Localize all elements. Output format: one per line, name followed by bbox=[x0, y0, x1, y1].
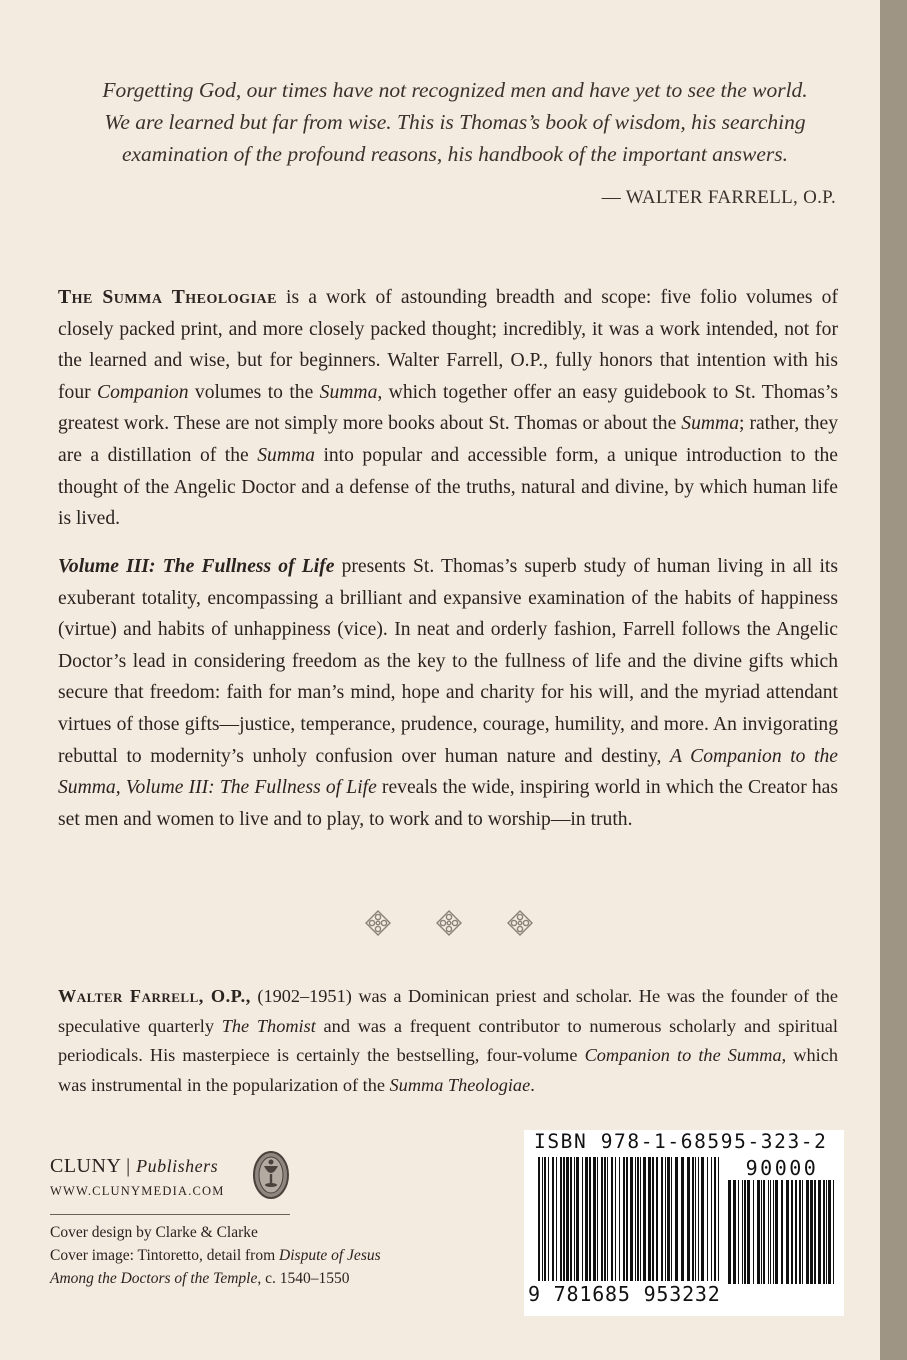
barcode-bar bbox=[810, 1180, 813, 1284]
cover-credits bbox=[50, 1221, 470, 1290]
isbn-number: ISBN 978-1-68595-323-2 bbox=[534, 1130, 828, 1153]
barcode-bar bbox=[635, 1157, 636, 1281]
barcode-bar bbox=[757, 1180, 760, 1284]
barcode-bar bbox=[542, 1157, 543, 1281]
italic-run: A Companion to the Summa, Volume III: The Fullness of Life bbox=[58, 745, 838, 799]
barcode-bar bbox=[742, 1180, 743, 1284]
barcode-bar bbox=[556, 1157, 557, 1281]
italic-run: Companion to the Summa bbox=[584, 1045, 782, 1065]
image-credit bbox=[50, 1244, 470, 1267]
italic-run: Among the Doctors of the Temple bbox=[50, 1270, 258, 1287]
barcode-bar bbox=[763, 1180, 765, 1284]
barcode-bar bbox=[773, 1180, 774, 1284]
barcode-bar bbox=[698, 1157, 699, 1281]
text-run: into popular and accessible form, a unique introduction to the thought of the Angelic Doctor and a defense of the truths, natural and divine, by which human life is lived. bbox=[58, 444, 839, 530]
italic-run: Dispute of Jesus bbox=[279, 1247, 381, 1264]
fleuron-icon bbox=[435, 909, 463, 937]
barcode-bar bbox=[828, 1180, 831, 1284]
description-paragraph-2 bbox=[58, 551, 838, 835]
barcode-bar bbox=[604, 1157, 606, 1281]
barcode-bar bbox=[648, 1157, 651, 1281]
barcode-bar bbox=[701, 1157, 704, 1281]
barcode-bar bbox=[585, 1157, 588, 1281]
barcode-bar bbox=[718, 1157, 719, 1281]
barcode-bar bbox=[675, 1157, 678, 1281]
publisher-label: Publishers bbox=[136, 1156, 219, 1176]
author-name: Walter Farrell, O.P., bbox=[58, 986, 251, 1006]
barcode-bar bbox=[593, 1157, 596, 1281]
barcode-bar bbox=[563, 1157, 565, 1281]
text-run: is a work of astounding breadth and scope: five folio volumes of closely packed print, and more closely packed thought; incredibly, it was a work intended, not for the learned and wise, but for beginners. Walter Farrell, O.P., fully honors that intention with his four bbox=[58, 287, 838, 403]
barcode-bar bbox=[576, 1157, 579, 1281]
text-run: volumes to the bbox=[188, 381, 320, 403]
barcode-bar bbox=[781, 1180, 783, 1284]
fleuron-icon bbox=[506, 909, 534, 937]
barcode-bar bbox=[799, 1180, 801, 1284]
barcode-bar bbox=[744, 1180, 746, 1284]
text-run: presents St. Thomas’s superb study of human living in all its exuberant totality, encompassing a brilliant and expansive examination of the habits of happiness (virtue) and habits of unhappiness (vice). In neat and orderly fashion, Farrell follows the Angelic Doctor’s lead in considering freedom as the key to the fullness of life and the divine gifts which secure that freedom: faith for man’s mind, hope and charity for his will, and the myriad attendant virtues of those gifts—justice, temperance, prudence, courage, humility, and more. An invigorating rebuttal to modernity’s unholy confusion over human nature and destiny, bbox=[58, 556, 838, 767]
epigraph-attribution: — WALTER FARRELL, O.P. bbox=[601, 187, 836, 208]
text-run: reveals the wide, inspiring world in which the Creator has set men and women to live and to play, to work and to worship—in truth. bbox=[58, 777, 838, 830]
barcode-bar bbox=[661, 1157, 663, 1281]
barcode-bar bbox=[802, 1180, 803, 1284]
barcode-bar bbox=[707, 1157, 708, 1281]
barcode-bar bbox=[738, 1180, 739, 1284]
barcode-bar bbox=[768, 1180, 769, 1284]
barcode-bar bbox=[695, 1157, 696, 1281]
addon-barcode bbox=[728, 1180, 836, 1284]
barcode-bar bbox=[711, 1157, 712, 1281]
barcode-bar bbox=[560, 1157, 562, 1281]
text-run: . bbox=[530, 1074, 535, 1095]
italic-run: Summa bbox=[257, 444, 315, 466]
epigraph-line-1: Forgetting God, our times have not recognized men and have yet to see the world. bbox=[102, 78, 808, 102]
fleuron-icon bbox=[364, 909, 392, 937]
barcode-bar bbox=[538, 1157, 540, 1281]
author-bio bbox=[58, 982, 838, 1100]
barcode-bar bbox=[566, 1157, 569, 1281]
barcode-bar bbox=[681, 1157, 684, 1281]
barcode-bar bbox=[747, 1180, 750, 1284]
italic-run: Companion bbox=[97, 381, 189, 403]
barcode-bar bbox=[611, 1157, 613, 1281]
image-credit-cont bbox=[50, 1267, 470, 1290]
barcode-bar bbox=[753, 1180, 754, 1284]
barcode-bar bbox=[806, 1180, 809, 1284]
epigraph-line-2: We are learned but far from wise. This is Thomas’s book of wisdom, his searching bbox=[104, 110, 806, 134]
text-run: Cover image: Tintoretto, detail from bbox=[50, 1247, 280, 1264]
barcode-bar bbox=[667, 1157, 670, 1281]
barcode-bar bbox=[544, 1157, 546, 1281]
barcode-bar bbox=[652, 1157, 654, 1281]
barcode-bar bbox=[786, 1180, 789, 1284]
barcode-bar bbox=[826, 1180, 827, 1284]
barcode-bar bbox=[626, 1157, 628, 1281]
barcode-bar bbox=[818, 1180, 821, 1284]
barcode-bar bbox=[714, 1157, 716, 1281]
design-credit: Cover design by Clarke & Clarke bbox=[50, 1224, 258, 1241]
barcode-bar bbox=[656, 1157, 658, 1281]
barcode-bar bbox=[630, 1157, 633, 1281]
barcode-bar bbox=[791, 1180, 793, 1284]
text-run: , which together offer an easy guidebook to St. Thomas’s greatest work. These are not simply more books about St. Thomas or about the bbox=[58, 381, 838, 435]
barcode-bar bbox=[795, 1180, 797, 1284]
barcode-bar bbox=[582, 1157, 583, 1281]
summa-lead: The Summa Theologiae bbox=[58, 287, 277, 308]
italic-run: The Thomist bbox=[221, 1015, 316, 1036]
barcode-bar bbox=[770, 1180, 771, 1284]
barcode-bar bbox=[589, 1157, 591, 1281]
text-run: , c. 1540–1550 bbox=[257, 1270, 350, 1287]
publisher-wordmark: CLUNY bbox=[50, 1155, 121, 1177]
barcode-bar bbox=[814, 1180, 816, 1284]
barcode-bar bbox=[728, 1180, 731, 1284]
barcode-bar bbox=[597, 1157, 598, 1281]
volume-title-lead: Volume III: The Fullness of Life bbox=[58, 556, 335, 577]
barcode-bar bbox=[552, 1157, 554, 1281]
publisher-separator: | bbox=[120, 1155, 137, 1177]
credits-divider bbox=[50, 1214, 290, 1215]
barcode-bar bbox=[775, 1180, 778, 1284]
publisher-url: WWW.CLUNYMEDIA.COM bbox=[50, 1184, 225, 1198]
barcode-bar bbox=[671, 1157, 672, 1281]
barcode-bar bbox=[761, 1180, 762, 1284]
barcode-bar bbox=[637, 1157, 639, 1281]
italic-run: Summa bbox=[319, 381, 378, 403]
epigraph-line-3: examination of the profound reasons, his handbook of the important answers. bbox=[121, 142, 789, 166]
ean-digits: 9 781685 953232 bbox=[528, 1282, 721, 1306]
italic-run: Summa Theologiae bbox=[389, 1074, 531, 1095]
barcode-bar bbox=[687, 1157, 690, 1281]
price-addon-digits: 90000 bbox=[745, 1156, 819, 1180]
barcode-bar bbox=[570, 1157, 572, 1281]
barcode-bar bbox=[833, 1180, 834, 1284]
barcode-bar bbox=[619, 1157, 620, 1281]
barcode-bar bbox=[823, 1180, 825, 1284]
spine-edge bbox=[880, 0, 907, 1360]
text-run: (1902–1951) was a Dominican priest and scholar. He was the founder of the speculative quarterly bbox=[58, 986, 838, 1036]
barcode-bar bbox=[643, 1157, 646, 1281]
barcode-bar bbox=[548, 1157, 549, 1281]
barcode-bar bbox=[615, 1157, 616, 1281]
barcode-bar bbox=[665, 1157, 666, 1281]
barcode-bar bbox=[601, 1157, 603, 1281]
epigraph-quote bbox=[60, 74, 850, 170]
barcode-bar bbox=[692, 1157, 694, 1281]
barcode-bar bbox=[733, 1180, 736, 1284]
barcode-bar bbox=[623, 1157, 625, 1281]
ean-barcode bbox=[538, 1157, 724, 1281]
section-ornaments bbox=[364, 908, 534, 938]
italic-run: Summa bbox=[681, 413, 739, 435]
chalice-seal-icon bbox=[252, 1150, 290, 1200]
text-run: ; rather, they are a distillation of the bbox=[58, 413, 838, 466]
text-run: and was a frequent contributor to numerous scholarly and spiritual periodicals. His masterpiece is certainly the bestselling, four-volume bbox=[58, 1015, 838, 1065]
text-run: , which was instrumental in the popularization of the bbox=[58, 1045, 838, 1095]
description-paragraph-1 bbox=[58, 282, 838, 535]
barcode-bar bbox=[607, 1157, 608, 1281]
barcode-bar bbox=[574, 1157, 575, 1281]
barcode-bar bbox=[640, 1157, 641, 1281]
